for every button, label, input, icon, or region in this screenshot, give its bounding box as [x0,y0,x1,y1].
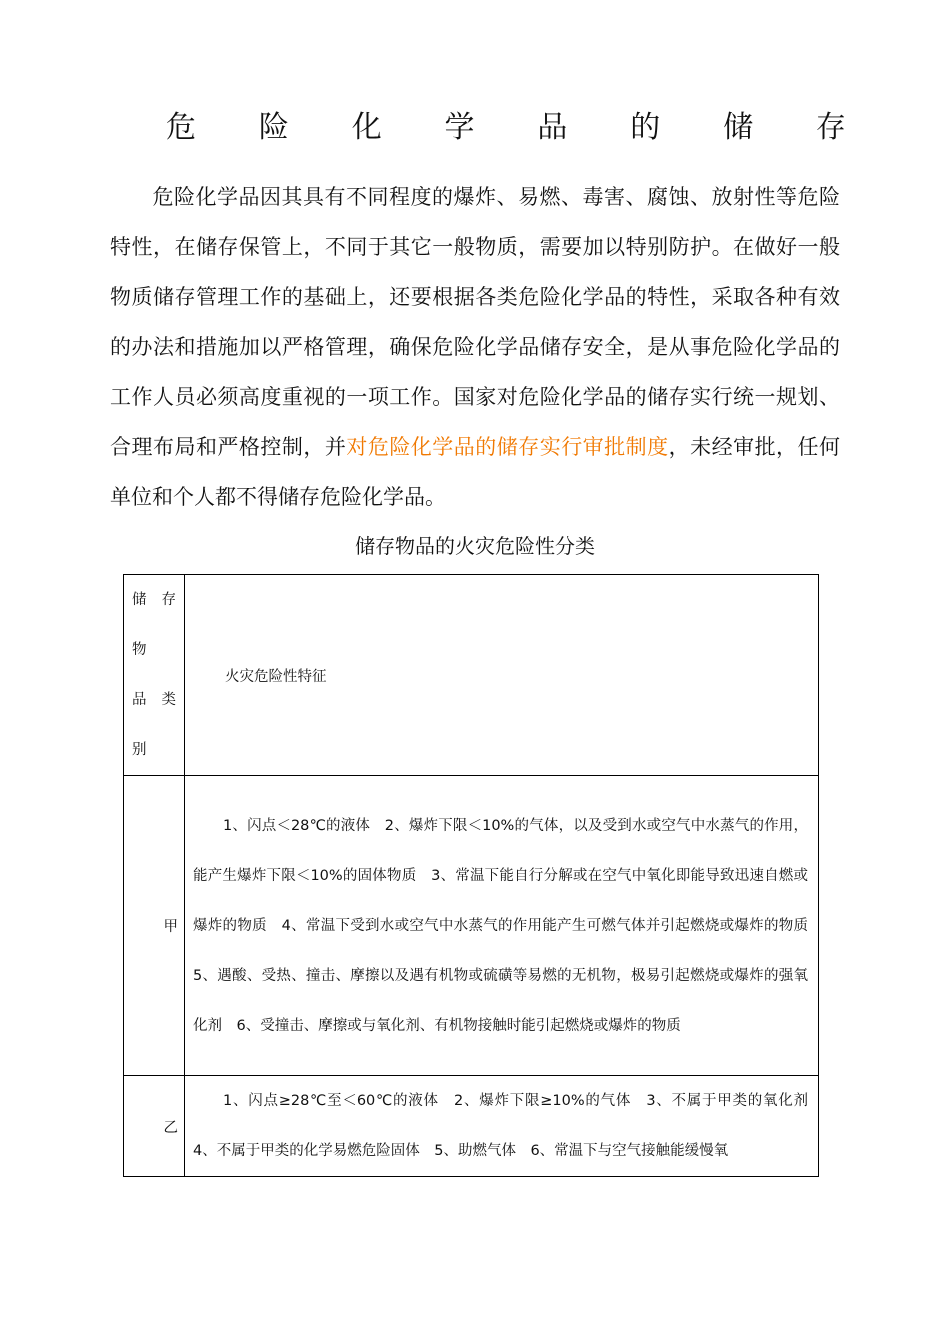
hazard-classification-table [123,574,828,1177]
header-feature: 火灾危险性特征 [185,575,819,776]
header-category [124,575,185,776]
category-cell: 甲 [124,776,185,1076]
title-char: 危 [166,110,196,145]
table-row [124,1076,819,1177]
paragraph-text: 危险化学品因其具有不同程度的爆炸、易燃、毒害、腐蚀、放射性等危险特性，在储存保管上，不同于其它一般物质，需要加以特别防护。在做好一般物质储存管理工作的基础上，还要根据各类危险化学品的特性，采取各种有效的办法和措施加以严格管理，确保危险化学品储存安全，是从事危险化学品的工作人员必须高度重视的一项工作。国家对危险化学品的储存实行统一规划、合理布局和严格控制，并 [110,185,840,459]
title-char: 学 [444,110,475,145]
header-category-line: 别 [132,742,147,758]
highlighted-text: 对危险化学品的储存实行审批制度 [346,435,669,459]
intro-paragraph [110,172,840,522]
feature-cell [185,776,828,1076]
category-cell: 乙 [124,1076,185,1177]
title-char: 险 [258,110,289,145]
header-category-line: 储 存 [132,592,176,608]
header-category-line: 物 [132,642,147,658]
document-title [166,100,846,148]
title-char: 的 [630,110,661,145]
title-char: 品 [537,110,568,145]
table-title: 储存物品的火灾危险性分类 [355,534,595,558]
table-header-row [124,575,819,776]
title-char: 储 [723,110,754,145]
title-char: 存 [815,110,846,145]
header-category-line: 品 类 [132,692,176,708]
paragraph-text-end: ，未经审批，任何单位和个人都不得储存危险化学品。 [110,435,841,509]
title-char: 化 [351,110,382,145]
table-row [124,776,819,1076]
feature-cell [185,1076,819,1177]
feature-text: 1、闪点＜28℃的液体 2、爆炸下限＜10%的气体，以及受到水或空气中水蒸气的作用，能产生爆炸下限＜10%的固体物质 3、常温下能自行分解或在空气中氧化即能导致迅速自燃或爆炸的物质 4、常温下受到水或空气中水蒸气的作用能产生可燃气体并引起燃烧或爆炸的物质 5、遇酸、受热、撞击、摩擦以及遇有机物或硫磺等易燃的无机物，极易引起燃烧或爆炸的强氧化剂 6、受撞击、摩擦或与氧化剂、有机物接触时能引起燃烧或爆炸的物质 [193,817,828,1034]
feature-text: 1、闪点≥28℃至＜60℃的液体 2、爆炸下限≥10%的气体 3、不属于甲类的氧化剂 4、不属于甲类的化学易燃危险固体 5、助燃气体 6、常温下与空气接触能缓慢氧 [193,1093,808,1159]
